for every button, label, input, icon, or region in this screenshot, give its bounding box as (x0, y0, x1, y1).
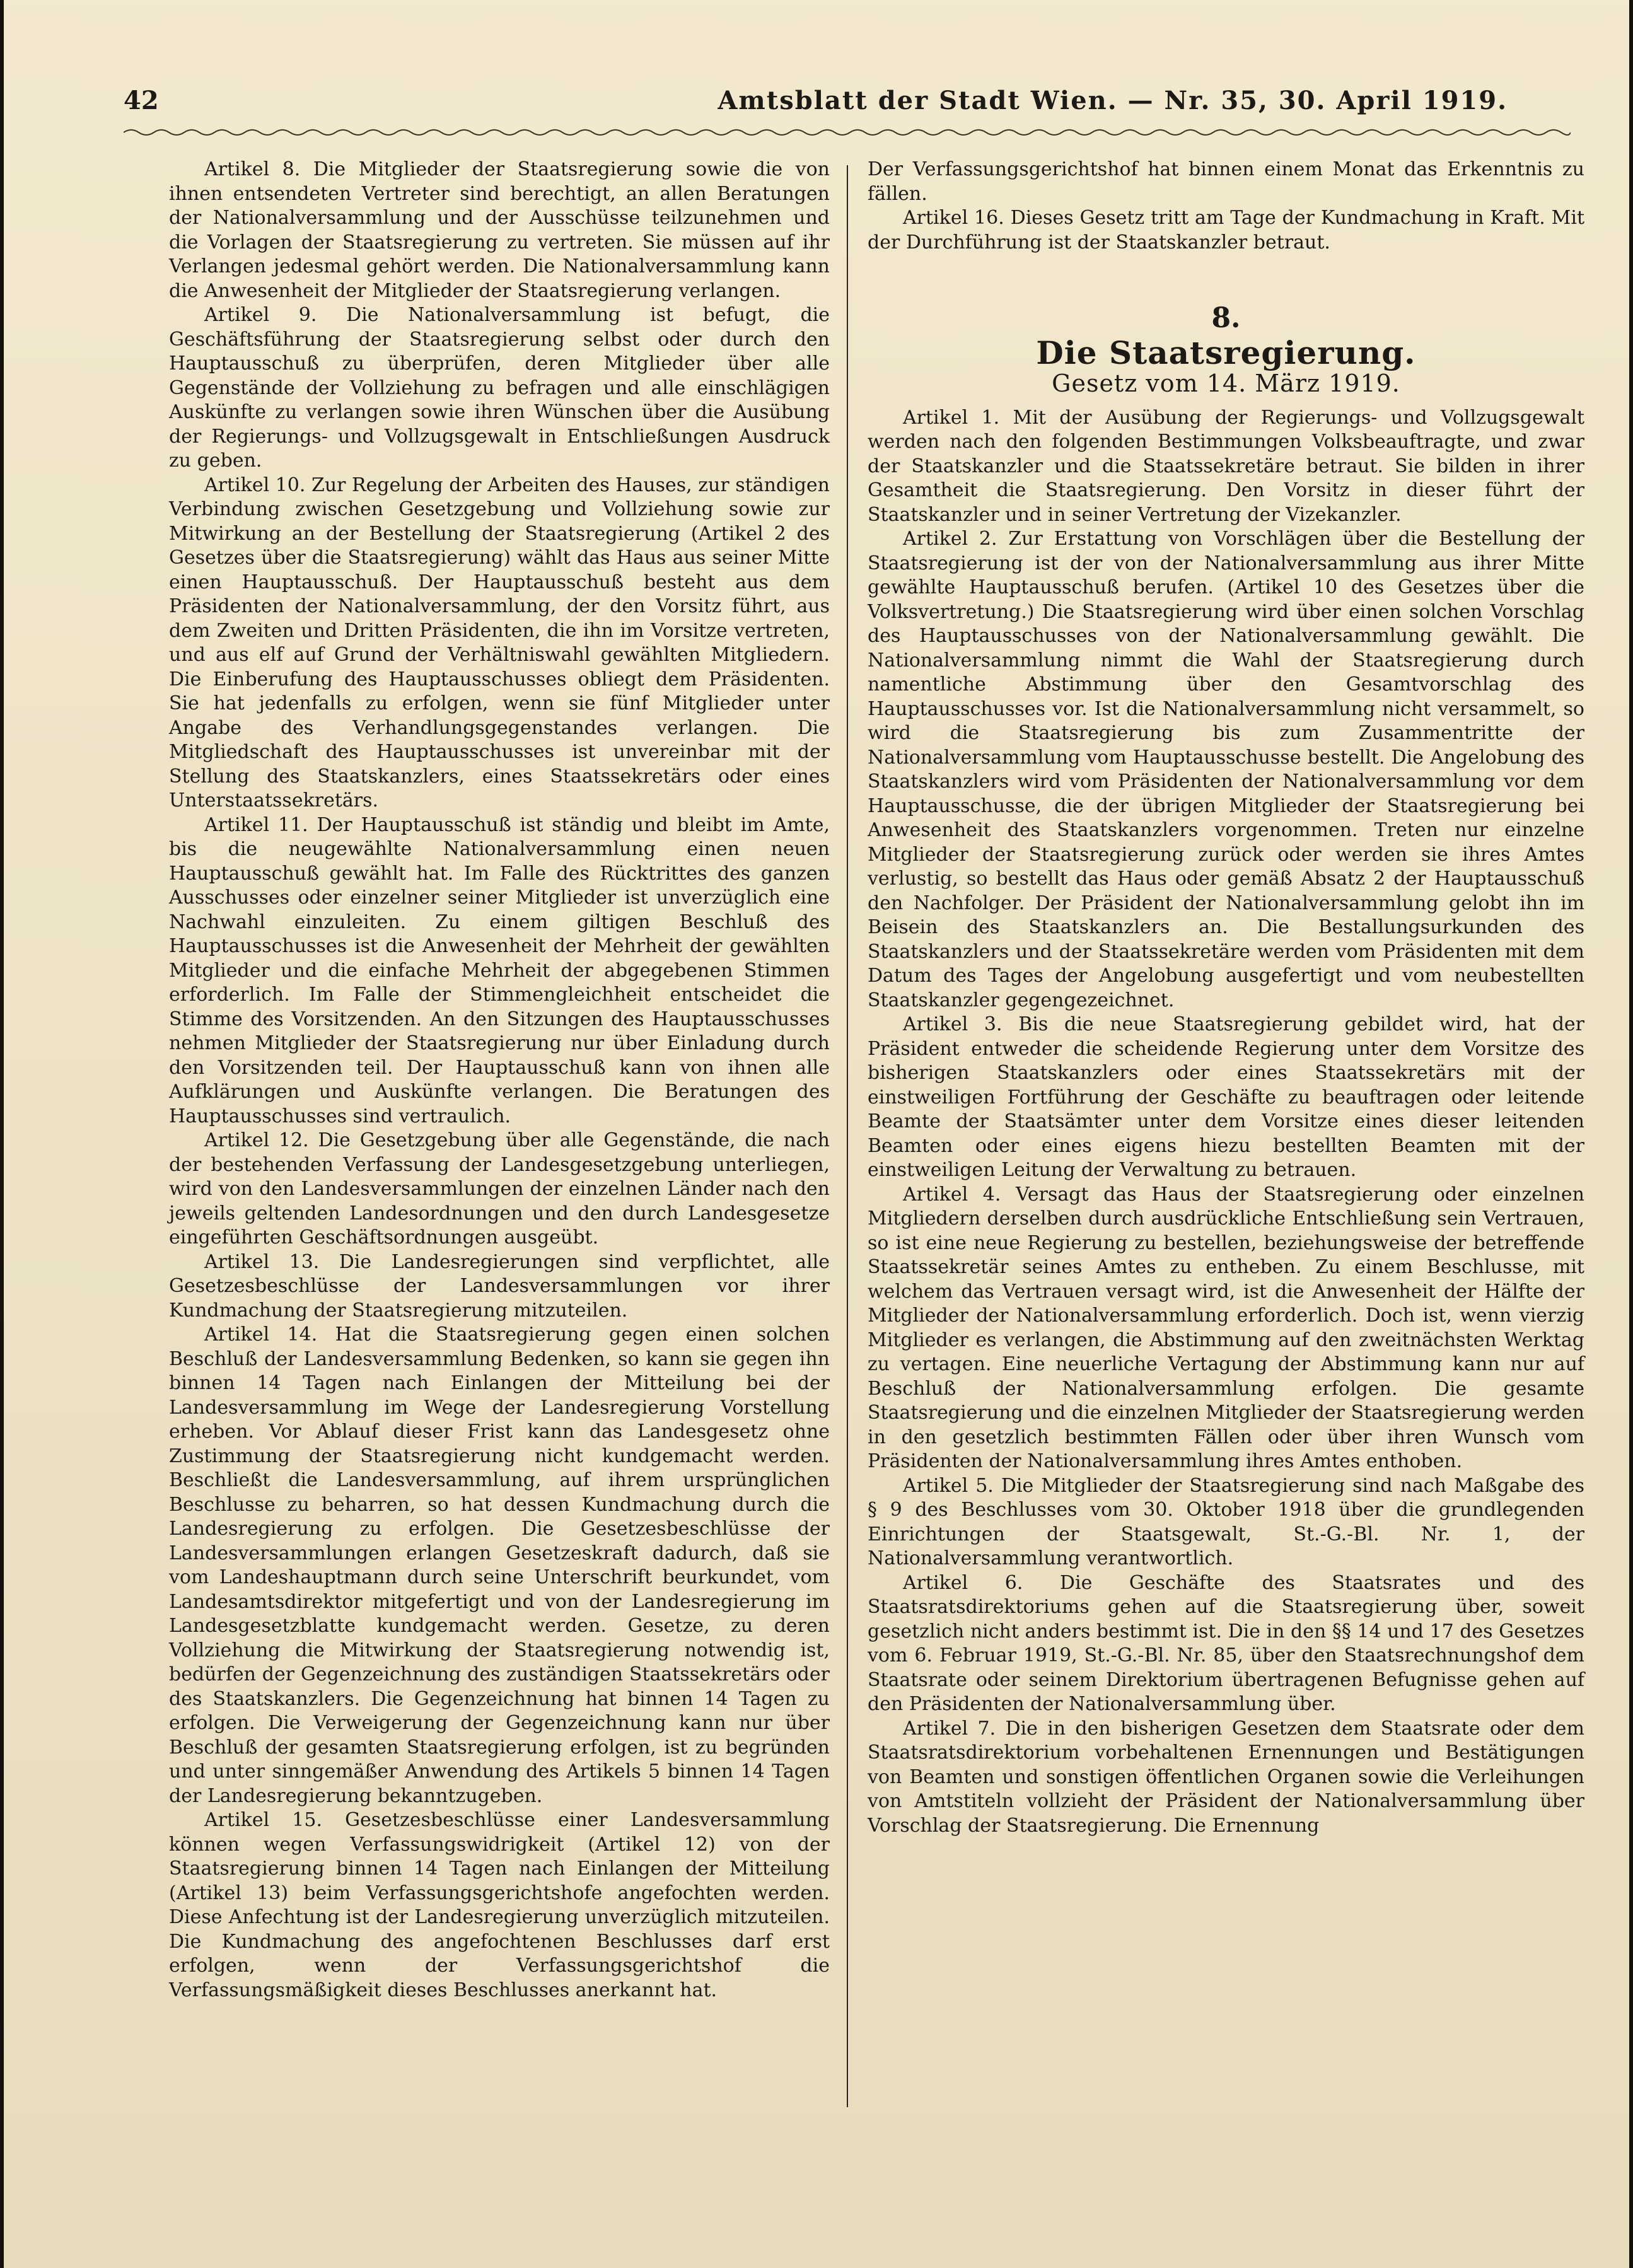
section-article-1: Artikel 1. Mit der Ausübung der Regierungs- und Vollzugsgewalt werden nach den folgenden Bestimmungen Volksbeauftragte, und zwar der Staatskanzler und die Staatssekretäre betraut. Sie bilden in ihrer Gesamtheit die Staatsregierung. Den Vorsitz in dieser führt der Staatskanzler und in seiner Vertretung der Vizekanzler. (868, 406, 1584, 526)
section-article-2: Artikel 2. Zur Erstattung von Vorschlägen über die Bestellung der Staatsregierung ist der von der Nationalversammlung aus ihrer Mitte gewählte Hauptausschuß berufen. (Artikel 10 des Gesetzes über die Volksvertretung.) Die Staatsregierung wird über einen solchen Vorschlag des Hauptausschusses von der Nationalversammlung gewählt. Die Nationalversammlung nimmt die Wahl der Staatsregierung durch namentliche Abstimmung über den Gesamtvorschlag des Hauptausschusses vor. Ist die Nationalversammlung nicht versammelt, so wird die Staatsregierung bis zum Zusammentritte der Nationalversammlung vom Hauptausschusse bestellt. Die Angelobung des Staatskanzlers wird vom Präsidenten der Nationalversammlung vor dem Hauptausschusse, die der übrigen Mitglieder der Staatsregierung bei Anwesenheit des Staatskanzlers vorgenommen. Treten nur einzelne Mitglieder der Staatsregierung zurück oder werden sie ihres Amtes verlustig, so bestellt das Haus oder gemäß Absatz 2 der Hauptausschuß den Nachfolger. Der Präsident der Nationalversammlung gelobt ihn im Beisein des Staatskanzlers an. Die Bestallungsurkunden des Staatskanzlers und der Staatssekretäre werden vom Präsidenten mit dem Datum des Tages der Angelobung ausgefertigt und vom neubestellten Staatskanzler gegengezeichnet. (868, 528, 1584, 1011)
page-header (124, 85, 1567, 129)
section-title: Die Staatsregierung. (1036, 334, 1416, 371)
article-12: Artikel 12. Die Gesetzgebung über alle Gegenstände, die nach der bestehenden Verfassung der Landesgesetzgebung unterliegen, wird von den Landesversammlungen der einzelnen Länder nach den jeweils geltenden Landesordnungen und den durch Landesgesetze eingeführten Geschäftsordnungen ausgeübt. (169, 1129, 830, 1248)
section-subtitle: Gesetz vom 14. März 1919. (1052, 369, 1400, 397)
column-divider (847, 165, 848, 2107)
article-15: Artikel 15. Gesetzesbeschlüsse einer Landesversammlung können wegen Verfassungswidrigkeit (Artikel 12) von der Staatsregierung binnen 14 Tagen nach Einlangen der Mitteilung (Artikel 13) beim Verfassungsgerichtshofe angefochten werden. Diese Anfechtung ist der Landesregierung unverzüglich mitzuteilen. Die Kundmachung des angefochtenen Beschlusses darf erst erfolgen, wenn der Verfassungsgerichtshof die Verfassungsmäßigkeit dieses Beschlusses anerkannt hat. (169, 1809, 830, 2001)
article-9: Artikel 9. Die Nationalversammlung ist befugt, die Geschäftsführung der Staatsregierung selbst oder durch den Hauptausschuß zu überprüfen, deren Mitglieder über alle Gegenstände der Vollziehung zu befragen und alle einschlägigen Auskünfte zu verlangen sowie ihren Wünschen über die Ausübung der Regierungs- und Vollzugsgewalt in Entschließungen Ausdruck zu geben. (169, 304, 830, 472)
section-article-5: Artikel 5. Die Mitglieder der Staatsregierung sind nach Maßgabe des § 9 des Beschlusses vom 30. Oktober 1918 über die grundlegenden Einrichtungen der Staatsgewalt, St.-G.-Bl. Nr. 1, der Nationalversammlung verantwortlich. (868, 1474, 1584, 1569)
masthead: Amtsblatt der Stadt Wien. — Nr. 35, 30. April 1919. (718, 86, 1508, 115)
section-article-6: Artikel 6. Die Geschäfte des Staatsrates und des Staatsratsdirektoriums gehen auf die Staatsregierung über, soweit gesetzlich nicht anders bestimmt ist. Die in den §§ 14 und 17 des Gesetzes vom 6. Februar 1919, St.-G.-Bl. Nr. 85, über den Staatsrechnungshof dem Staatsrate oder seinem Direktorium übertragenen Befugnisse gehen auf den Präsidenten der Nationalversammlung über. (868, 1571, 1584, 1715)
section-article-4: Artikel 4. Versagt das Haus der Staatsregierung oder einzelnen Mitgliedern derselben durch ausdrückliche Entschließung sein Vertrauen, so ist eine neue Regierung zu bestellen, beziehungsweise der betreffende Staatssekretär seines Amtes zu entheben. Zu einem Beschlusse, mit welchem das Vertrauen versagt wird, ist die Anwesenheit der Hälfte der Mitglieder der Nationalversammlung erforderlich. Doch ist, wenn vierzig Mitglieder es verlangen, die Abstimmung auf den zweitnächsten Werktag zu vertagen. Eine neuerliche Vertagung der Abstimmung kann nur auf Beschluß der Nationalversammlung erfolgen. Die gesamte Staatsregierung und die einzelnen Mitglieder der Staatsregierung werden in den gesetzlich bestimmten Fällen oder über ihren Wunsch vom Präsidenten der Nationalversammlung ihres Amtes enthoben. (868, 1183, 1584, 1472)
newspaper-page (4, 0, 1629, 2268)
section-number: 8. (1211, 302, 1241, 334)
section-article-3: Artikel 3. Bis die neue Staatsregierung gebildet wird, hat der Präsident entweder die scheidende Regierung unter dem Vorsitze des bisherigen Staatskanzlers oder eines Staatssekretärs mit der einstweiligen Fortführung der Geschäfte zu beauftragen oder leitende Beamte der Staatsämter unter dem Vorsitze eines dieser leitenden Beamten oder eines eigens hiezu bestellten Beamten mit der einstweiligen Leitung der Verwaltung zu betrauen. (868, 1013, 1584, 1181)
article-15-continuation: Der Verfassungsgerichtshof hat binnen einem Monat das Erkenntnis zu fällen. (868, 158, 1584, 205)
page-number: 42 (124, 86, 159, 115)
article-13: Artikel 13. Die Landesregierungen sind verpflichtet, alle Gesetzesbeschlüsse der Landesversammlungen vor ihrer Kundmachung der Staatsregierung mitzuteilen. (169, 1250, 830, 1322)
article-8: Artikel 8. Die Mitglieder der Staatsregierung sowie die von ihnen entsendeten Vertreter sind berechtigt, an allen Beratungen der Nationalversammlung und der Ausschüsse teilzunehmen und die Vorlagen der Staatsregierung zu vertreten. Sie müssen auf ihr Verlangen jedesmal gehört werden. Die Nationalversammlung kann die Anwesenheit der Mitglieder der Staatsregierung verlangen. (169, 158, 830, 302)
right-column (868, 158, 1584, 1838)
article-11: Artikel 11. Der Hauptausschuß ist ständig und bleibt im Amte, bis die neugewählte Nationalversammlung einen neuen Hauptausschuß gewählt hat. Im Falle des Rücktrittes des ganzen Ausschusses oder einzelner seiner Mitglieder ist unverzüglich eine Nachwahl einzuleiten. Zu einem giltigen Beschluß des Hauptausschusses ist die Anwesenheit der Mehrheit der gewählten Mitglieder und die einfache Mehrheit der abgegebenen Stimmen erforderlich. Im Falle der Stimmengleichheit entscheidet die Stimme des Vorsitzenden. An den Sitzungen des Hauptausschusses nehmen Mitglieder der Staatsregierung nur über Einladung durch den Vorsitzenden teil. Der Hauptausschuß kann von ihnen alle Aufklärungen und Auskünfte verlangen. Die Beratungen des Hauptausschusses sind vertraulich. (169, 813, 830, 1127)
header-rule (124, 126, 1571, 139)
article-16: Artikel 16. Dieses Gesetz tritt am Tage der Kundmachung in Kraft. Mit der Durchführung ist der Staatskanzler betraut. (868, 207, 1584, 253)
article-10: Artikel 10. Zur Regelung der Arbeiten des Hauses, zur ständigen Verbindung zwischen Gesetzgebung und Vollziehung sowie zur Mitwirkung an der Bestellung der Staatsregierung (Artikel 2 des Gesetzes über die Staatsregierung) wählt das Haus aus seiner Mitte einen Hauptausschuß. Der Hauptausschuß besteht aus dem Präsidenten der Nationalversammlung, der den Vorsitz führt, aus dem Zweiten und Dritten Präsidenten, die ihn im Vorsitze vertreten, und aus elf auf Grund der Verhältniswahl gewählten Mitgliedern. Die Einberufung des Hauptausschusses obliegt dem Präsidenten. Sie hat jedenfalls zu erfolgen, wenn sie fünf Mitglieder unter Angabe des Verhandlungsgegenstandes verlangen. Die Mitgliedschaft des Hauptausschusses ist unvereinbar mit der Stellung des Staatskanzlers, eines Staatssekretärs oder eines Unterstaatssekretärs. (169, 474, 830, 811)
left-column (169, 158, 830, 2003)
article-14: Artikel 14. Hat die Staatsregierung gegen einen solchen Beschluß der Landesversammlung Bedenken, so kann sie gegen ihn binnen 14 Tagen nach Einlangen der Mitteilung bei der Landesversammlung im Wege der Landesregierung Vorstellung erheben. Vor Ablauf dieser Frist kann das Landesgesetz ohne Zustimmung der Staatsregierung nicht kundgemacht werden. Beschließt die Landesversammlung, auf ihrem ursprünglichen Beschlusse zu beharren, so hat dessen Kundmachung durch die Landesregierung zu erfolgen. Die Gesetzesbeschlüsse der Landesversammlungen erlangen Gesetzeskraft dadurch, daß sie vom Landeshauptmann durch seine Unterschrift beurkundet, vom Landesamtsdirektor mitgefertigt und von der Landesregierung im Landesgesetzblatte kundgemacht werden. Gesetze, zu deren Vollziehung die Mitwirkung der Staatsregierung notwendig ist, bedürfen der Gegenzeichnung des zuständigen Staatssekretärs oder des Staatskanzlers. Die Gegenzeichnung hat binnen 14 Tagen zu erfolgen. Die Verweigerung der Gegenzeichnung kann nur über Beschluß der gesamten Staatsregierung erfolgen, ist zu begründen und unter sinngemäßer Anwendung des Artikels 5 binnen 14 Tagen der Landesregierung bekanntzugeben. (169, 1323, 830, 1807)
section-article-7: Artikel 7. Die in den bisherigen Gesetzen dem Staatsrate oder dem Staatsratsdirektorium vorbehaltenen Ernennungen und Bestätigungen von Beamten und sonstigen öffentlichen Organen sowie die Verleihungen von Amtstiteln vollzieht der Präsident der Nationalversammlung über Vorschlag der Staatsregierung. Die Ernennung (868, 1717, 1584, 1837)
